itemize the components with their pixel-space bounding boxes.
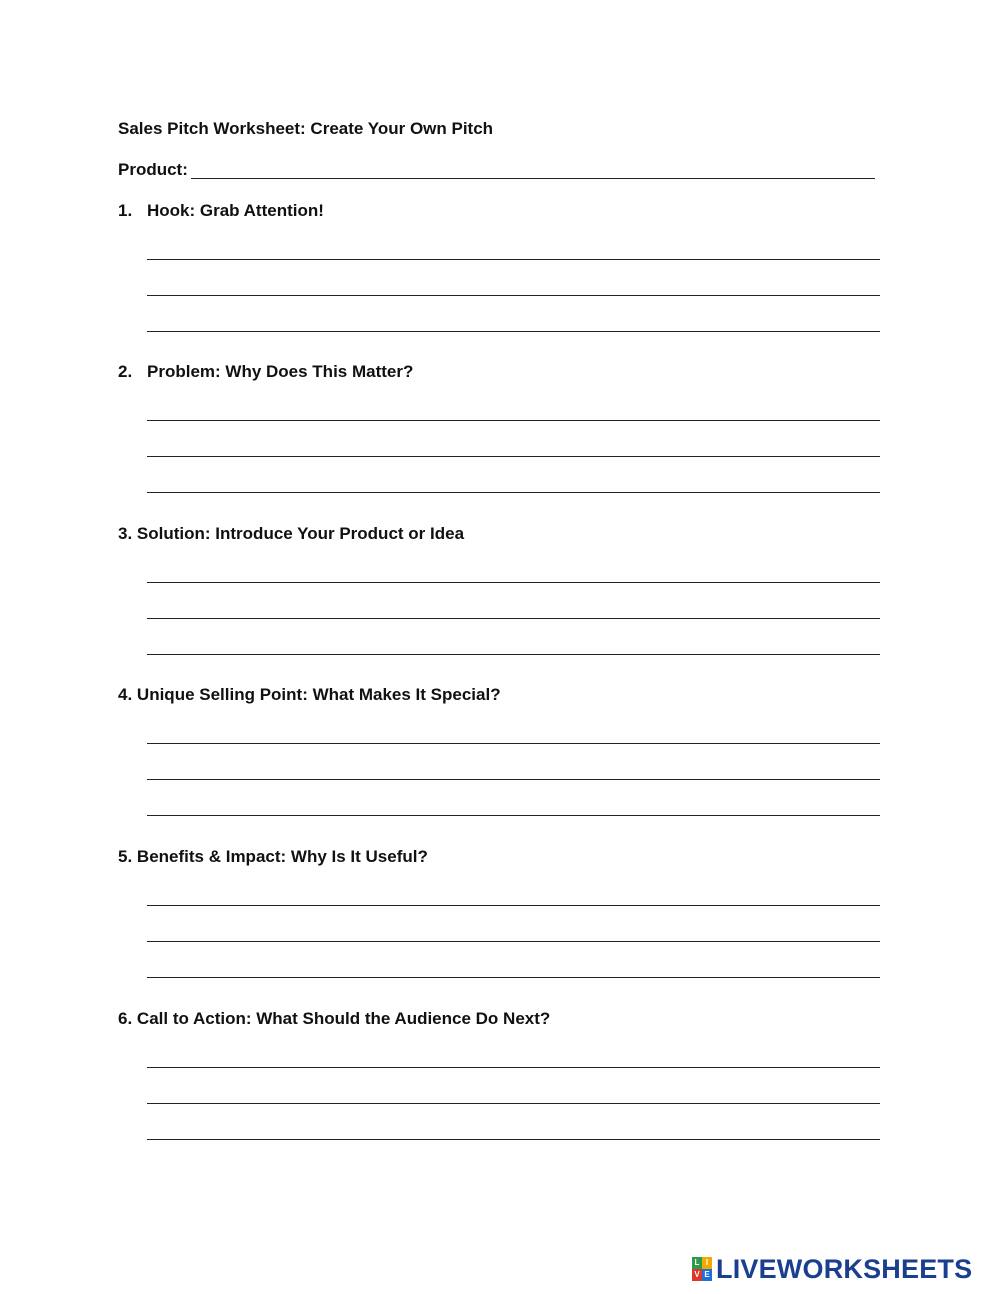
answer-line[interactable] [147, 259, 880, 260]
section-title: Hook: Grab Attention! [147, 201, 324, 220]
section-title: Solution: Introduce Your Product or Idea [136, 524, 465, 543]
answer-line[interactable] [147, 618, 880, 619]
product-answer-line[interactable] [191, 178, 875, 179]
section-heading [118, 685, 501, 705]
section-number: 3. [118, 524, 133, 543]
answer-line[interactable] [147, 743, 880, 744]
answer-line[interactable] [147, 654, 880, 655]
answer-line[interactable] [147, 492, 880, 493]
badge-letter: L [692, 1257, 702, 1269]
answer-line[interactable] [147, 331, 880, 332]
answer-line[interactable] [147, 1139, 880, 1140]
badge-letter: I [702, 1257, 712, 1269]
section-number: 6. [118, 1009, 133, 1028]
product-label: Product: [118, 160, 188, 179]
section-heading [118, 362, 413, 382]
brand-name: LIVEWORKSHEETS [716, 1253, 973, 1284]
section-title: Call to Action: What Should the Audience Do Next? [136, 1009, 551, 1028]
badge-letter: V [692, 1269, 702, 1281]
answer-line[interactable] [147, 582, 880, 583]
answer-line[interactable] [147, 420, 880, 421]
section-number: 4. [118, 685, 133, 704]
section-title: Benefits & Impact: Why Is It Useful? [136, 847, 428, 866]
answer-line[interactable] [147, 905, 880, 906]
liveworksheets-logo[interactable] [692, 1253, 972, 1285]
section-number: 1. [118, 201, 133, 220]
answer-line[interactable] [147, 295, 880, 296]
answer-line[interactable] [147, 779, 880, 780]
answer-line[interactable] [147, 977, 880, 978]
worksheet-title: Sales Pitch Worksheet: Create Your Own Pitch [118, 119, 494, 138]
section-heading [118, 524, 464, 544]
section-number: 5. [118, 847, 133, 866]
answer-line[interactable] [147, 941, 880, 942]
section-title: Unique Selling Point: What Makes It Special? [136, 685, 501, 704]
section-heading [118, 1009, 550, 1029]
section-heading [118, 847, 428, 867]
live-badge-icon [692, 1257, 712, 1281]
section-heading [118, 201, 324, 221]
answer-line[interactable] [147, 456, 880, 457]
section-title: Problem: Why Does This Matter? [147, 362, 414, 381]
answer-line[interactable] [147, 1067, 880, 1068]
section-number: 2. [118, 362, 133, 381]
answer-line[interactable] [147, 1103, 880, 1104]
badge-letter: E [702, 1269, 712, 1281]
answer-line[interactable] [147, 815, 880, 816]
